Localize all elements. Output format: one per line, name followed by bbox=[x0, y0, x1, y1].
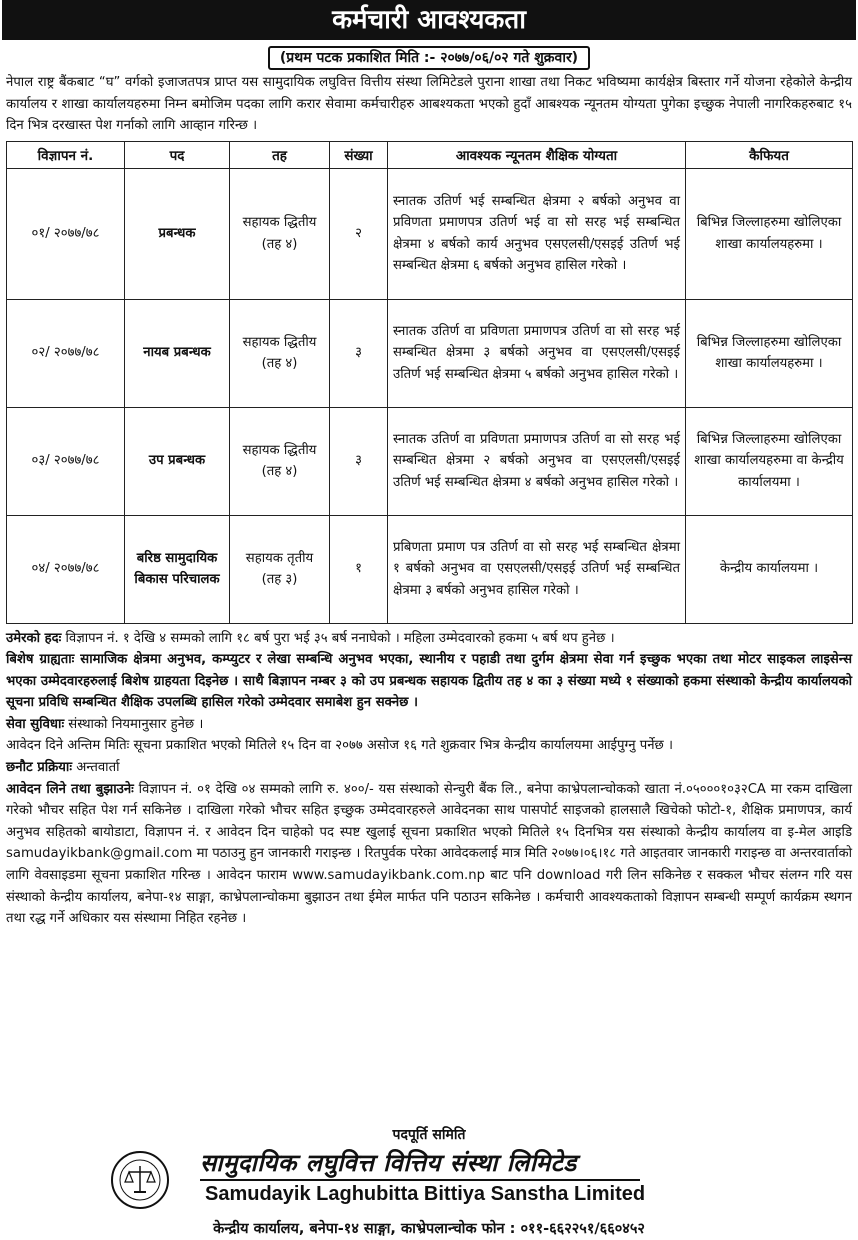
header-ad-no: विज्ञापन नं. bbox=[7, 141, 125, 168]
org-underline bbox=[200, 1179, 640, 1181]
age-limit-label: उमेरको हदः bbox=[6, 630, 62, 646]
application-note bbox=[6, 779, 852, 930]
ad-no-cell: ०३/ २०७७/७८ bbox=[7, 407, 125, 515]
level-cell: सहायक द्धितीय (तह ४) bbox=[230, 168, 330, 299]
preference-note bbox=[6, 649, 852, 714]
post-cell: उप प्रबन्धक bbox=[125, 407, 230, 515]
remarks-cell: बिभिन्न जिल्लाहरुमा खोलिएका शाखा कार्यालयहरुमा । bbox=[686, 299, 853, 407]
qualification-cell: स्नातक उतिर्ण वा प्रविणता प्रमाणपत्र उतिर्ण वा सो सरह भई सम्बन्धित क्षेत्रमा २ बर्षको अनुभव वा एसएलसी/एसइई उतिर्ण भई सम्बन्धित क्षेत्रमा ४ बर्षको अनुभव हासिल गरेको । bbox=[388, 407, 686, 515]
count-cell: ३ bbox=[330, 299, 388, 407]
selection-note bbox=[6, 757, 852, 779]
committee-name: पदपूर्ति समिति bbox=[392, 1127, 466, 1143]
selection-label: छनौट प्रक्रियाः bbox=[6, 760, 72, 776]
org-block bbox=[0, 1146, 858, 1218]
remarks-cell: केन्द्रीय कार्यालयमा । bbox=[686, 515, 853, 623]
office-address: केन्द्रीय कार्यालय, बनेपा-१४ साङ्गा, काभ्रेपलान्चोक फोन : ०११-६६२२५१/६६०४५२ bbox=[213, 1221, 645, 1237]
qualification-cell: स्नातक उतिर्ण वा प्रविणता प्रमाणपत्र उतिर्ण वा सो सरह भई सम्बन्धित क्षेत्रमा ३ बर्षको अनुभव वा एसएलसी/एसइई उतिर्ण भई सम्बन्धित क्षेत्रमा ५ बर्षको अनुभव हासिल गरेको । bbox=[388, 299, 686, 407]
level-cell: सहायक तृतीय (तह ३) bbox=[230, 515, 330, 623]
remarks-cell: बिभिन्न जिल्लाहरुमा खोलिएका शाखा कार्यालयहरुमा वा केन्द्रीय कार्यालयमा । bbox=[686, 407, 853, 515]
count-cell: १ bbox=[330, 515, 388, 623]
preference-text: सामाजिक क्षेत्रमा अनुभव, कम्प्युटर र लेखा सम्बन्धि अनुभव भएका, स्थानीय र पहाडी तथा दुर्गम क्षेत्रमा सेवा गर्न इच्छुक भएका तथा मोटर साइकल लाइसेन्स भएका उम्मेदवारहरुलाई बिशेष ग्राहयता दिइनेछ । साथै बिज्ञापन नम्बर ३ को उप प्रबन्धक सहायक द्वितीय तह ४ का ३ संख्या मध्ये १ संख्याको हकमा संस्थाको केन्द्रीय कार्यालयको सूचना प्रविधि सम्बन्धित शैक्षिक उपलब्धि हासिल गरेको उम्मेदवार समाबेश हुन सक्नेछ । bbox=[6, 652, 853, 711]
level-cell: सहायक द्धितीय (तह ४) bbox=[230, 299, 330, 407]
count-cell: २ bbox=[330, 168, 388, 299]
footer bbox=[0, 1124, 858, 1240]
age-limit-text: विज्ञापन नं. १ देखि ४ सम्मको लागि १८ बर्ष पुरा भई ३५ बर्ष ननाघेको । महिला उम्मेदवारको हकमा ५ बर्ष थप हुनेछ । bbox=[61, 630, 615, 646]
table-row bbox=[7, 168, 853, 299]
post-cell: प्रबन्धक bbox=[125, 168, 230, 299]
subtitle-wrap bbox=[0, 46, 858, 72]
application-text: विज्ञापन नं. ०१ देखि ०४ सम्मको लागि रु. ४००/- यस संस्थाको सेन्चुरी बैंक लि., बनेपा काभ्रेपलान्चोकको खाता नं.०५०००१०३२CA मा रकम दाखिला गरेको भौचर सहित पेश गर्न सकिनेछ । दाखिला गरेको भौचर सहित इच्छुक उम्मेदवारहरुले आवेदनका साथ पासपोर्ट साइजको हालसालै खिचेको फोटो-१, शैक्षिक प्रमाणपत्र, कार्य अनुभव सहितको बायोडाटा, विज्ञापन नं. र आवेदन दिन चाहेको पद स्पष्ट खुलाई सूचना प्रकाशित भएको मितिले १५ दिनभित्र यस संस्थाको केन्द्रीय कार्यालय वा इ-मेल आइडि samudayikbank@gmail.com मा पठाउनु हुन जानकारी गराइन्छ । रितपुर्वक परेका आवेदकलाई मात्र मिति २०७७।०६।१८ गते आइतवार जानकारी गराइन्छ वा अन्तरवार्ताको लागि वेवसाइडमा सूचना प्रकाशित गरिन्छ । आवेदन फाराम www.samudayikbank.com.np बाट पनि download गरी लिन सकिनेछ र सक्कल भौचर संलग्न गरि यस संस्थाको केन्द्रीय कार्यालय, बनेपा-१४ साङ्गा, काभ्रेपलान्चोकमा बुझाउन तथा ईमेल मार्फत पनि पठाउन सकिनेछ । कर्मचारी आवश्यकताको विज्ञापन सम्बन्धी सम्पूर्ण कार्यक्रम स्थगन तथा रद्ध गर्ने अधिकार यस संस्थामा निहित रहनेछ । bbox=[6, 781, 853, 927]
application-label: आवेदन लिने तथा बुझाउनेः bbox=[6, 781, 134, 797]
service-label: सेवा सुविधाः bbox=[6, 716, 65, 732]
table-row bbox=[7, 515, 853, 623]
header-post: पद bbox=[125, 141, 230, 168]
post-cell: बरिष्ठ सामुदायिक बिकास परिचालक bbox=[125, 515, 230, 623]
org-seal-logo bbox=[110, 1150, 170, 1210]
service-note bbox=[6, 714, 852, 736]
header-qualification: आवश्यक न्यूनतम शैक्षिक योग्यता bbox=[388, 141, 686, 168]
publication-date: (प्रथम पटक प्रकाशित मिति :- २०७७/०६/०२ गते शुक्रवार) bbox=[268, 46, 590, 70]
ad-no-cell: ०४/ २०७७/७८ bbox=[7, 515, 125, 623]
table-row bbox=[7, 299, 853, 407]
table-header-row bbox=[7, 141, 853, 168]
post-cell: नायब प्रबन्धक bbox=[125, 299, 230, 407]
header-count: संख्या bbox=[330, 141, 388, 168]
org-name-english: Samudayik Laghubitta Bittiya Sanstha Limited bbox=[205, 1183, 646, 1205]
remarks-cell: बिभिन्न जिल्लाहरुमा खोलिएका शाखा कार्यालयहरुमा । bbox=[686, 168, 853, 299]
preference-label: बिशेष ग्राह्यताः bbox=[6, 652, 75, 668]
ad-no-cell: ०१/ २०७७/७८ bbox=[7, 168, 125, 299]
header-level: तह bbox=[230, 141, 330, 168]
service-text: संस्थाको नियमानुसार हुनेछ । bbox=[64, 716, 204, 732]
age-limit-note bbox=[6, 628, 852, 650]
count-cell: ३ bbox=[330, 407, 388, 515]
qualification-cell: प्रबिणता प्रमाण पत्र उतिर्ण वा सो सरह भई सम्बन्धित क्षेत्रमा १ बर्षको अनुभव वा एसएलसी/एसइई उतिर्ण भई सम्बन्धित क्षेत्रमा ३ बर्षको अनुभव हासिल गरेको । bbox=[388, 515, 686, 623]
selection-text: अन्तवार्ता bbox=[72, 760, 120, 776]
org-name-nepali: सामुदायिक लघुवित्त वित्तिय संस्था लिमिटेड bbox=[200, 1149, 577, 1177]
intro-paragraph: नेपाल राष्ट्र बैंकबाट “घ” वर्गको इजाजतपत्र प्राप्त यस सामुदायिक लघुवित्त वित्तीय संस्था लिमिटेडले पुराना शाखा तथा निकट भविष्यमा कार्यक्षेत्र बिस्तार गर्ने योजना रहेकोले केन्द्रीय कार्यालय र शाखा कार्यालयहरुमा निम्न बमोजिम पदका लागि करार सेवामा कर्मचारीहरु आबश्यकता भएको हुदाँ आबश्यक न्यूनतम योग्यता पुगेका इच्छुक नेपाली नागरिकहरुबाट १५ दिन भित्र दरखास्त पेश गर्नाको लागि आव्हान गरिन्छ । bbox=[6, 75, 852, 133]
level-cell: सहायक द्धितीय (तह ४) bbox=[230, 407, 330, 515]
ad-no-cell: ०२/ २०७७/७८ bbox=[7, 299, 125, 407]
table-row bbox=[7, 407, 853, 515]
vacancy-table bbox=[6, 141, 853, 624]
deadline-note: आवेदन दिने अन्तिम मितिः सूचना प्रकाशित भएको मितिले १५ दिन वा २०७७ असोज १६ गते शुक्रवार भित्र केन्द्रीय कार्यालयमा आईपुग्नु पर्नेछ । bbox=[6, 738, 673, 754]
notice-title: कर्मचारी आवश्यकता bbox=[2, 0, 856, 40]
qualification-cell: स्नातक उतिर्ण भई सम्बन्धित क्षेत्रमा २ बर्षको अनुभव वा प्रविणता प्रमाणपत्र उतिर्ण भई वा सो सरह भई सम्बन्धित क्षेत्रमा ४ बर्षको कार्य अनुभव एसएलसी/एसइई उतिर्ण भई सम्बन्धित क्षेत्रमा ६ बर्षको अनुभव हासिल गरेको । bbox=[388, 168, 686, 299]
notes-section bbox=[0, 628, 858, 930]
header-remarks: कैफियत bbox=[686, 141, 853, 168]
